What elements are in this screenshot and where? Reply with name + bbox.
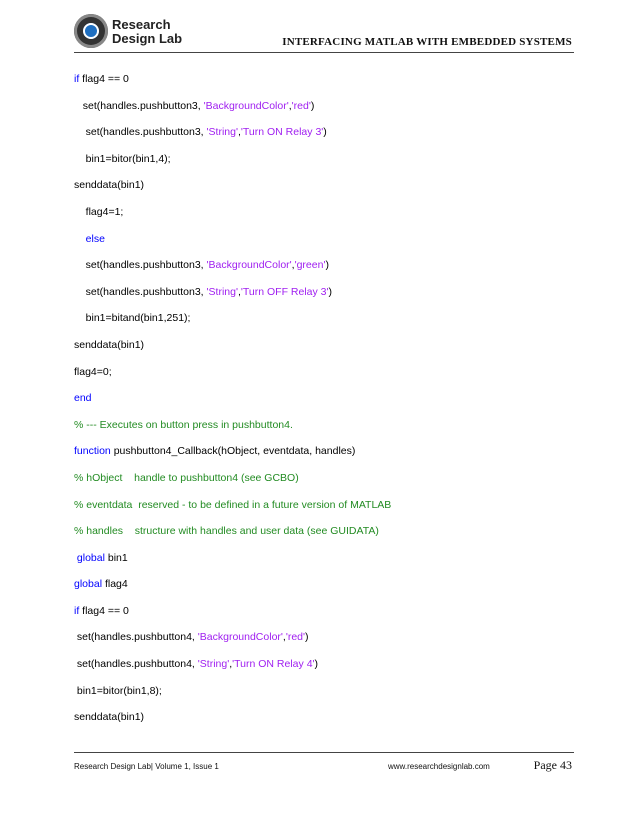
code-text: set(handles.pushbutton3, bbox=[74, 99, 204, 112]
code-text: set(handles.pushbutton3, bbox=[74, 126, 207, 139]
code-string: 'Turn ON Relay 3' bbox=[240, 126, 324, 139]
code-text: ) bbox=[314, 658, 319, 671]
code-string: 'String' bbox=[206, 126, 238, 139]
code-line bbox=[74, 226, 574, 253]
code-text: , bbox=[237, 126, 241, 139]
code-line bbox=[74, 252, 574, 279]
code-text: bin1 bbox=[104, 551, 128, 564]
code-text: ) bbox=[323, 126, 327, 139]
code-string: 'BackgroundColor' bbox=[197, 631, 283, 644]
code-line bbox=[74, 305, 574, 332]
code-comment: % handles structure with handles and user data (see GUIDATA) bbox=[74, 525, 379, 538]
code-text: set(handles.pushbutton4, bbox=[74, 631, 198, 644]
code-keyword: else bbox=[85, 232, 105, 245]
code-listing bbox=[74, 66, 574, 731]
code-string: 'Turn ON Relay 4' bbox=[232, 658, 315, 671]
code-string: 'red' bbox=[291, 99, 311, 112]
code-line bbox=[74, 438, 574, 465]
code-text: bin1=bitor(bin1,4); bbox=[74, 152, 171, 165]
code-text: ) bbox=[310, 99, 315, 112]
code-text: , bbox=[282, 631, 286, 644]
code-comment: % --- Executes on button press in pushbutton4. bbox=[74, 418, 293, 431]
logo-line-2: Design Lab bbox=[112, 31, 183, 46]
code-string: 'Turn OFF Relay 3' bbox=[240, 285, 329, 298]
footer-publication: Research Design Lab| Volume 1, Issue 1 bbox=[74, 762, 219, 771]
code-line bbox=[74, 492, 574, 519]
code-string: 'green' bbox=[294, 259, 326, 272]
code-string: 'String' bbox=[197, 658, 230, 671]
code-string: 'BackgroundColor' bbox=[203, 99, 289, 112]
code-line bbox=[74, 678, 574, 705]
code-text: set(handles.pushbutton3, bbox=[74, 259, 207, 272]
footer-url: www.researchdesignlab.com bbox=[388, 762, 490, 771]
code-comment: % hObject handle to pushbutton4 (see GCBO) bbox=[74, 471, 299, 484]
code-text: flag4 bbox=[102, 578, 128, 591]
code-text: pushbutton4_Callback(hObject, eventdata, handles) bbox=[110, 445, 356, 458]
code-text: bin1=bitand(bin1,251); bbox=[74, 312, 191, 325]
code-text: set(handles.pushbutton3, bbox=[74, 285, 207, 298]
code-line bbox=[74, 704, 574, 731]
research-design-lab-logo bbox=[74, 14, 184, 54]
code-keyword: if bbox=[74, 604, 80, 617]
code-line bbox=[74, 359, 574, 386]
code-text: senddata(bin1) bbox=[74, 711, 145, 724]
header-divider bbox=[74, 52, 574, 53]
code-line bbox=[74, 66, 574, 93]
code-text: ) bbox=[325, 259, 329, 272]
page-number: Page 43 bbox=[533, 758, 572, 772]
code-keyword: global bbox=[76, 551, 105, 564]
code-text: bin1=bitor(bin1,8); bbox=[74, 684, 162, 697]
code-text bbox=[74, 233, 86, 245]
footer-divider bbox=[74, 752, 574, 753]
code-line bbox=[74, 279, 574, 306]
code-line bbox=[74, 518, 574, 545]
logo-emblem-icon bbox=[74, 14, 108, 48]
code-comment: % eventdata reserved - to be defined in a future version of MATLAB bbox=[74, 498, 392, 511]
code-text: set(handles.pushbutton4, bbox=[74, 658, 198, 671]
code-line bbox=[74, 465, 574, 492]
code-text: senddata(bin1) bbox=[74, 179, 145, 192]
code-text: flag4 == 0 bbox=[79, 604, 129, 617]
header-title: INTERFACING MATLAB WITH EMBEDDED SYSTEMS bbox=[282, 36, 572, 48]
code-keyword: global bbox=[74, 578, 103, 591]
code-text: flag4=0; bbox=[74, 365, 112, 378]
code-line bbox=[74, 598, 574, 625]
code-string: 'red' bbox=[285, 631, 306, 644]
code-line bbox=[74, 199, 574, 226]
code-keyword: if bbox=[74, 73, 80, 85]
code-line bbox=[74, 412, 574, 439]
code-line bbox=[74, 651, 574, 678]
code-line bbox=[74, 119, 574, 146]
code-line bbox=[74, 332, 574, 359]
logo-line-1: Research bbox=[112, 17, 171, 32]
code-text: , bbox=[288, 99, 292, 112]
code-line bbox=[74, 624, 574, 651]
code-line bbox=[74, 93, 574, 120]
code-text: ) bbox=[328, 285, 333, 298]
code-text: ) bbox=[305, 631, 309, 644]
code-string: 'String' bbox=[206, 285, 238, 298]
code-text: flag4 == 0 bbox=[79, 73, 129, 85]
code-text: , bbox=[229, 658, 233, 671]
code-line bbox=[74, 172, 574, 199]
code-line bbox=[74, 385, 574, 412]
code-string: 'BackgroundColor' bbox=[206, 259, 292, 272]
code-keyword: function bbox=[74, 445, 111, 458]
code-line bbox=[74, 146, 574, 173]
code-text: flag4=1; bbox=[74, 205, 124, 218]
code-text: , bbox=[291, 259, 295, 272]
code-keyword: end bbox=[74, 392, 92, 405]
code-line bbox=[74, 545, 574, 572]
code-line bbox=[74, 571, 574, 598]
code-text: senddata(bin1) bbox=[74, 338, 145, 351]
logo-text bbox=[112, 18, 182, 46]
code-text: , bbox=[237, 285, 241, 298]
